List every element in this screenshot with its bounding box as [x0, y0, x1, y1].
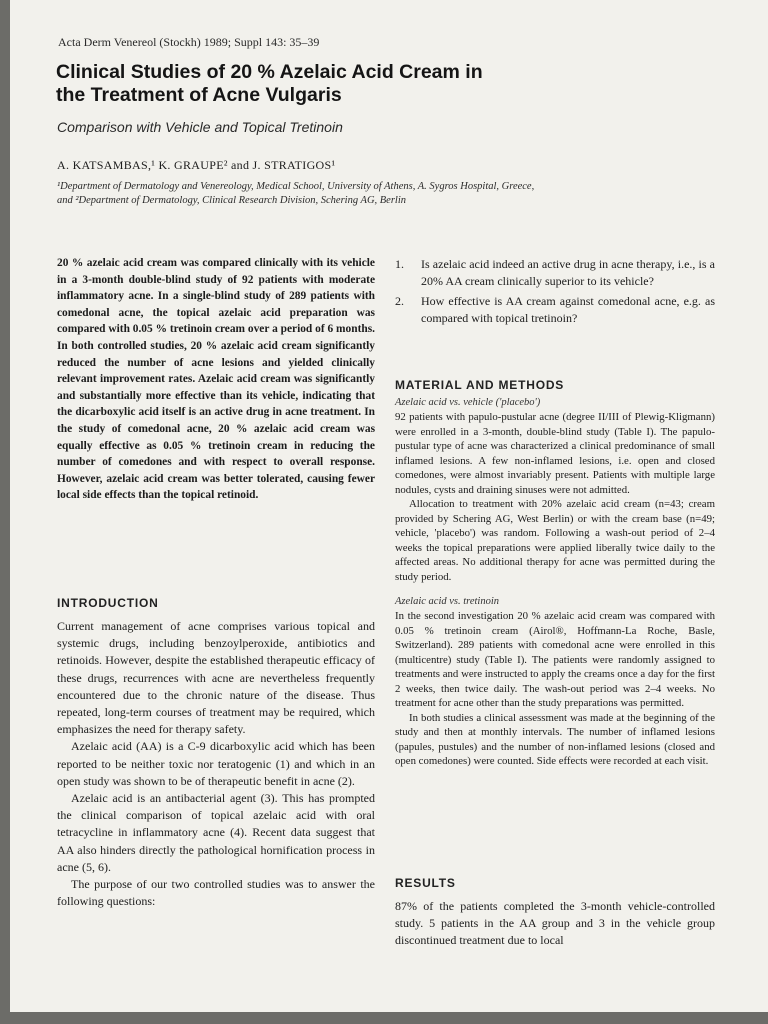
introduction-heading: INTRODUCTION [57, 596, 159, 610]
introduction-paragraph: Current management of acne comprises various topical and systemic drugs, including benzoylperoxide, antibiotics and retinoids. However, despite the established therapeutic efficacy of these drugs, recurrences with acne are nevertheless frequently encountered due to the chronic nature of the disease. Thus repeated, long-term courses of treatment may be required, which emphasizes the need for therapy safety. [57, 619, 375, 737]
methods-subheading-vehicle: Azelaic acid vs. vehicle ('placebo') [395, 397, 541, 408]
introduction-section [57, 596, 375, 910]
introduction-paragraph: Azelaic acid is an antibacterial agent (3). This has prompted the clinical comparison of topical azelaic acid with oral tetracycline in inflammatory acne (4). Recent data suggest that AA also hinders directly the pathological hornification process in acne (5, 6). [57, 791, 375, 874]
list-item-number: 1. [395, 257, 404, 271]
list-item [395, 256, 715, 291]
methods-heading: MATERIAL AND METHODS [395, 378, 565, 392]
introduction-paragraph: Azelaic acid (AA) is a C-9 dicarboxylic acid which has been reported to be neither toxic nor teratogenic (1) and which in an open study was shown to be of therapeutic benefit in acne (2). [57, 739, 375, 788]
methods-paragraph: 92 patients with papulo-pustular acne (degree II/III of Plewig-Kligmann) were enrolled in a 3-month, double-blind study (Table I). The papulo-pustular type of acne was characterized a clinical predominance of small inflamed lesions. A few non-inflamed lesions, i.e. open and closed comedones, were almost invariably present. Patients with multiple large nodules, cysts and draining sinuses were not admitted. [395, 411, 715, 496]
methods-paragraph: In the second investigation 20 % azelaic acid cream was compared with 0.05 % tretinoin cream (Airol®, Hoffmann-La Roche, Basle, Switzerland). 289 patients with comedonal acne were enrolled in this (multicentre) study (Table I). The patients were randomly assigned to treatments and were instructed to apply the creams once a day for the first 2 weeks, then twice daily. The wash-out period was 2–4 weeks. No treatment for acne other than the study preparations was permitted. [395, 610, 715, 709]
results-heading: RESULTS [395, 876, 456, 890]
journal-citation: Acta Derm Venereol (Stockh) 1989; Suppl 143: 35–39 [58, 35, 320, 49]
methods-paragraph: Allocation to treatment with 20% azelaic acid cream (n=43; cream provided by Schering AG, West Berlin) or with the cream base (n=49; vehicle, 'placebo') was random. Following a wash-out period of 2–4 weeks the topical preparations were applied liberally twice daily to the affected areas. No additional therapy for acne was permitted during the study period. [395, 498, 715, 583]
article-title-line-1: Clinical Studies of 20 % Azelaic Acid Cream in [56, 61, 483, 83]
article-title [56, 61, 656, 107]
methods-subheading-tretinoin: Azelaic acid vs. tretinoin [395, 596, 500, 607]
journal-page [10, 0, 768, 1012]
article-title-line-2: the Treatment of Acne Vulgaris [56, 84, 342, 106]
methods-section [395, 378, 715, 769]
list-item-number: 2. [395, 293, 404, 308]
list-item-text: Is azelaic acid indeed an active drug in acne therapy, i.e., is a 20% AA cream clinically superior to its vehicle? [421, 257, 715, 289]
introduction-paragraph: The purpose of our two controlled studies was to answer the following questions: [57, 877, 375, 909]
methods-paragraph: In both studies a clinical assessment was made at the beginning of the study and then at monthly intervals. The number of inflamed lesions (papules, pustules) and the number of non-inflamed lesions (closed and open comedones) were counted. Side effects were recorded at each visit. [395, 711, 715, 767]
results-section [395, 876, 715, 950]
author-affiliations [57, 180, 697, 208]
study-questions-list [395, 256, 715, 330]
affiliation-line-1: ¹Department of Dermatology and Venereology, Medical School, University of Athens, A. Sygros Hospital, Greece, [57, 181, 535, 192]
abstract: 20 % azelaic acid cream was compared clinically with its vehicle in a 3-month double-blind study of 92 patients with moderate inflammatory acne. In a single-blind study of 289 patients with comedonal acne, the topical azelaic acid preparation was compared with 0.05 % tretinoin cream over a period of 6 months. In both controlled studies, 20 % azelaic acid cream significantly reduced the number of acne lesions and yielded clinically relevant improvement rates. Azelaic acid cream was significantly and substantially more effective than its vehicle, indicating that the dicarboxylic acid itself is an active drug in acne treatment. In the study of comedonal acne, 20 % azelaic acid cream was equally effective as 0.05 % tretinoin cream in reducing the number of comedones and with respect to overall response. However, azelaic acid cream was better tolerated, causing fewer local side effects than the topical retinoid. [57, 257, 375, 502]
affiliation-line-2: and ²Department of Dermatology, Clinical Research Division, Schering AG, Berlin [57, 195, 407, 206]
list-item [395, 293, 715, 328]
article-subtitle: Comparison with Vehicle and Topical Tretinoin [57, 119, 343, 135]
list-item-text: How effective is AA cream against comedonal acne, e.g. as compared with topical tretinoin? [421, 293, 715, 326]
author-list: A. KATSAMBAS,¹ K. GRAUPE² and J. STRATIGOS¹ [57, 158, 336, 172]
results-paragraph: 87% of the patients completed the 3-month vehicle-controlled study. 5 patients in the AA group and 3 in the vehicle group discontinued treatment due to local [395, 899, 715, 948]
